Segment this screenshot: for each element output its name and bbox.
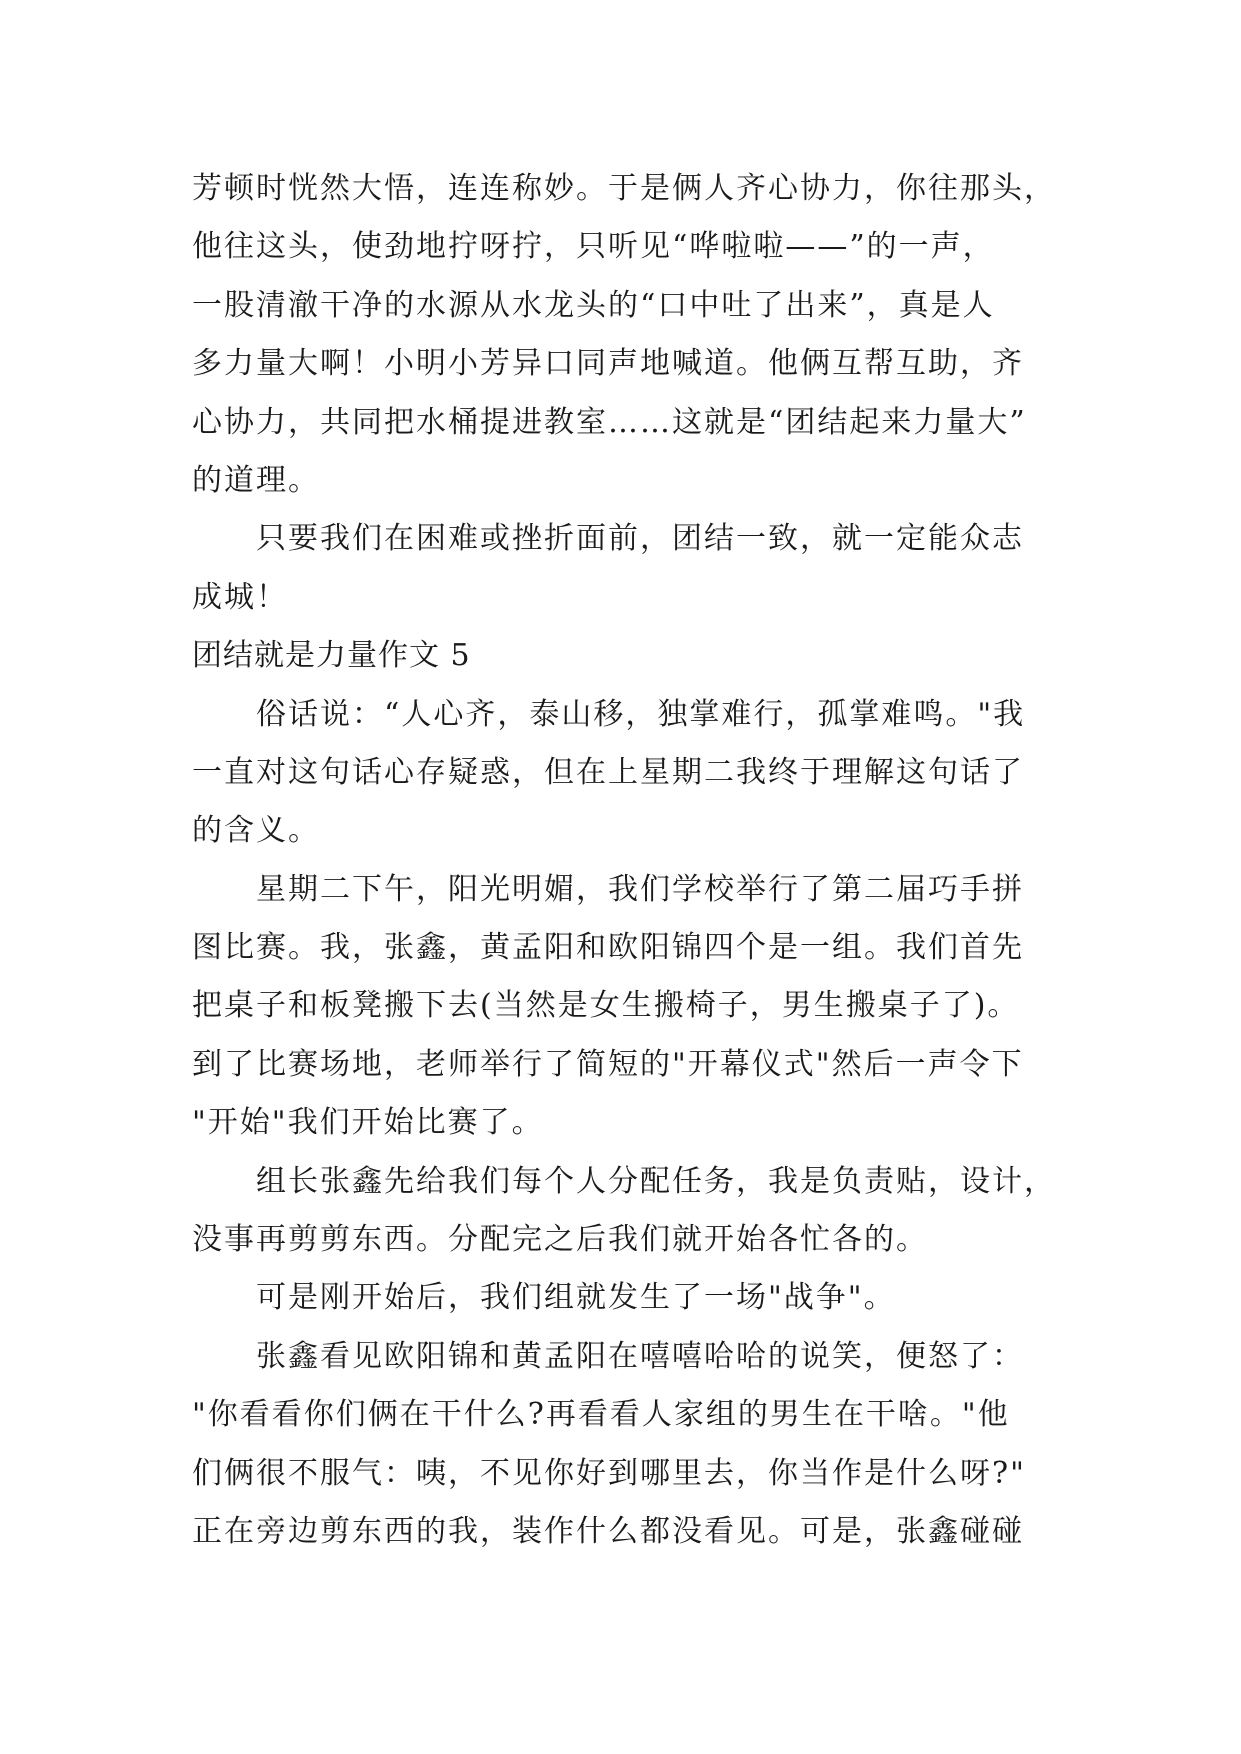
text-line: 图比赛。我，张鑫，黄孟阳和欧阳锦四个是一组。我们首先 [192, 930, 1024, 966]
section-heading: 团结就是力量作文 5 [192, 638, 471, 674]
text-line: 组长张鑫先给我们每个人分配任务，我是负责贴，设计， [256, 1163, 1056, 1199]
text-line: "开始"我们开始比赛了。 [192, 1105, 544, 1141]
text-line: 芳顿时恍然大悟，连连称妙。于是俩人齐心协力，你往那头， [192, 171, 1056, 206]
text-line: 把桌子和板凳搬下去(当然是女生搬椅子，男生搬桌子了)。 [192, 988, 1020, 1024]
text-line: 他往这头，使劲地拧呀拧，只听见“哗啦啦——”的一声， [192, 229, 995, 265]
text-line: 没事再剪剪东西。分配完之后我们就开始各忙各的。 [192, 1222, 928, 1258]
text-line: 正在旁边剪东西的我，装作什么都没看见。可是，张鑫碰碰 [192, 1513, 1024, 1549]
text-line: 一股清澈干净的水源从水龙头的“口中吐了出来”，真是人 [192, 287, 995, 323]
text-line: 到了比赛场地，老师举行了简短的"开幕仪式"然后一声令下 [192, 1046, 1024, 1082]
text-line: 一直对这句话心存疑惑，但在上星期二我终于理解这句话了 [192, 754, 1024, 790]
text-line: 成城！ [192, 579, 288, 615]
text-line: 可是刚开始后，我们组就发生了一场"战争"。 [256, 1280, 896, 1316]
text-line: 心协力，共同把水桶提进教室……这就是“团结起来力量大” [192, 404, 1027, 440]
text-line: 星期二下午，阳光明媚，我们学校举行了第二届巧手拼 [256, 871, 1024, 907]
text-line: 张鑫看见欧阳锦和黄孟阳在嘻嘻哈哈的说笑，便怒了： [256, 1338, 1024, 1374]
document-page [192, 160, 1056, 1561]
text-line: 多力量大啊！小明小芳异口同声地喊道。他俩互帮互助，齐 [192, 346, 1024, 382]
text-line: "你看看你们俩在干什么?再看看人家组的男生在干啥。"他 [192, 1397, 1010, 1433]
text-line: 们俩很不服气：咦，不见你好到哪里去，你当作是什么呀?" [192, 1455, 1026, 1491]
text-line: 俗话说：“人心齐，泰山移，独掌难行，孤掌难鸣。"我 [256, 696, 1026, 732]
text-line: 的道理。 [192, 462, 320, 498]
text-line: 的含义。 [192, 813, 320, 849]
text-line: 只要我们在困难或挫折面前，团结一致，就一定能众志 [256, 521, 1024, 557]
